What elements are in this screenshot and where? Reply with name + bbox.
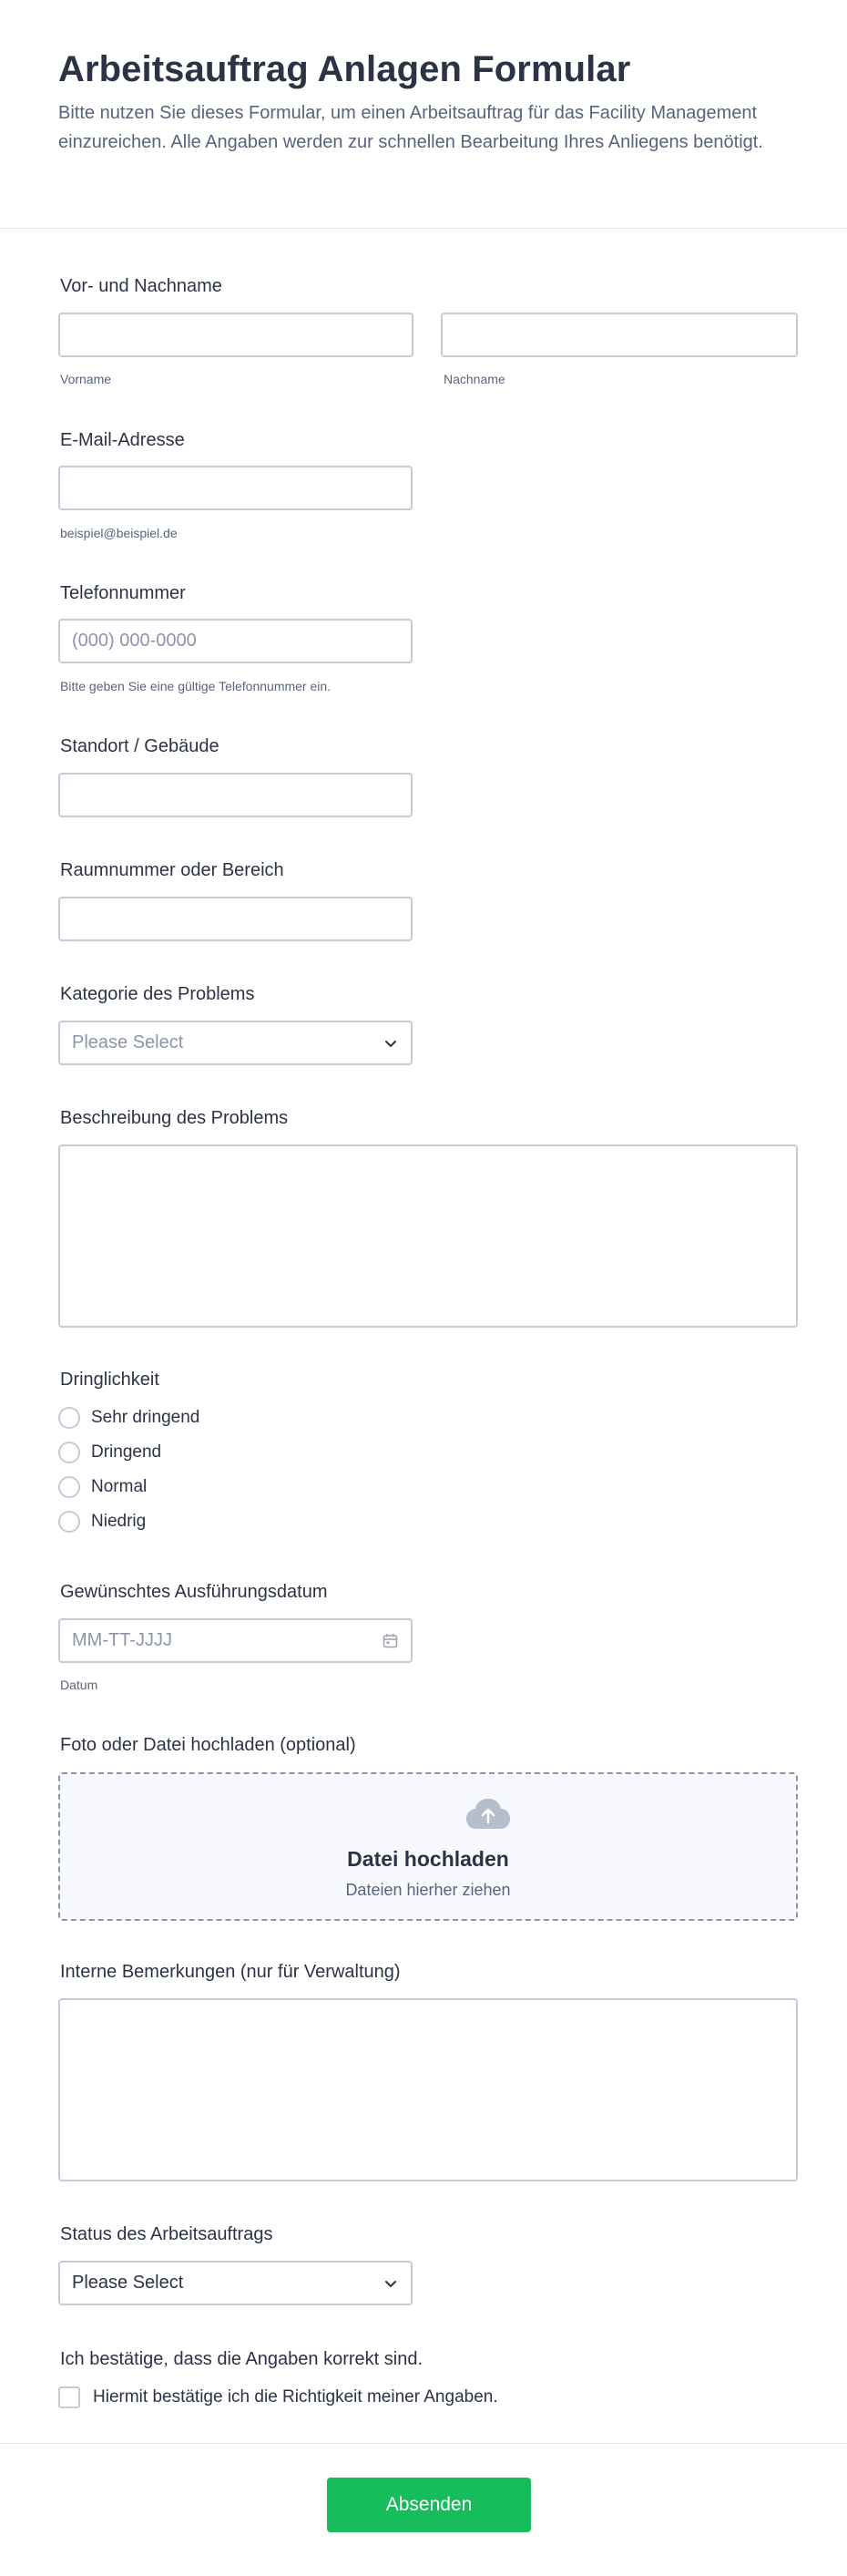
upload-label: Foto oder Datei hochladen (optional) (60, 1735, 356, 1755)
urgency-option[interactable] (58, 1440, 161, 1465)
form-description: Bitte nutzen Sie dieses Formular, um einen Arbeitsauftrag für das Facility Management einzureichen. Alle Angaben werden zur schnellen Bearbeitung Ihres Anliegens benötigt. (58, 103, 763, 152)
confirm-checkbox[interactable] (58, 2386, 80, 2408)
urgency-option[interactable] (58, 1474, 147, 1500)
status-selected-value: Please Select (72, 2273, 184, 2293)
last-name-sublabel: Nachname (444, 372, 505, 386)
name-label: Vor- und Nachname (60, 276, 222, 296)
date-label: Gewünschtes Ausführungsdatum (60, 1582, 328, 1602)
chevron-down-icon (383, 1036, 398, 1051)
date-sublabel: Datum (60, 1678, 98, 1692)
phone-placeholder: (000) 000-0000 (72, 631, 197, 651)
status-label: Status des Arbeitsauftrags (60, 2224, 273, 2244)
confirm-label: Ich bestätige, dass die Angaben korrekt sind. (60, 2349, 424, 2369)
description-label: Beschreibung des Problems (60, 1108, 289, 1128)
radio-circle[interactable] (58, 1511, 80, 1533)
file-upload-dropzone[interactable] (58, 1772, 798, 1921)
date-placeholder: MM-TT-JJJJ (72, 1630, 172, 1650)
submit-button[interactable]: Absenden (327, 2478, 531, 2532)
room-input[interactable] (58, 897, 413, 941)
first-name-sublabel: Vorname (60, 372, 112, 386)
location-label: Standort / Gebäude (60, 736, 219, 756)
email-label: E-Mail-Adresse (60, 430, 185, 450)
email-sublabel: beispiel@beispiel.de (60, 526, 178, 540)
location-input[interactable] (58, 773, 413, 817)
urgency-option[interactable] (58, 1509, 146, 1534)
category-select[interactable] (58, 1021, 413, 1065)
calendar-icon[interactable] (383, 1633, 398, 1648)
last-name-input[interactable] (441, 313, 798, 357)
room-label: Raumnummer oder Bereich (60, 860, 284, 880)
upload-subtitle: Dateien hierher ziehen (345, 1881, 511, 1899)
category-selected-value: Please Select (72, 1032, 184, 1052)
email-input[interactable] (58, 466, 413, 510)
upload-title: Datei hochladen (347, 1847, 509, 1871)
form-title: Arbeitsauftrag Anlagen Formular (58, 49, 631, 89)
urgency-label: Dringlichkeit (60, 1370, 159, 1390)
chevron-down-icon (383, 2276, 398, 2291)
radio-circle[interactable] (58, 1476, 80, 1498)
cloud-upload-icon (465, 1798, 511, 1831)
date-input[interactable] (58, 1618, 413, 1663)
phone-label: Telefonnummer (60, 583, 186, 603)
urgency-option-label: Niedrig (91, 1512, 147, 1531)
status-select[interactable] (58, 2261, 413, 2305)
urgency-option[interactable] (58, 1405, 199, 1431)
radio-circle[interactable] (58, 1442, 80, 1463)
phone-input[interactable] (58, 619, 413, 663)
urgency-option-label: Sehr dringend (91, 1408, 200, 1427)
description-textarea[interactable] (58, 1144, 798, 1328)
form-header (0, 0, 847, 229)
radio-circle[interactable] (58, 1407, 80, 1429)
form-footer (0, 2443, 847, 2576)
confirm-checkbox-label: Hiermit bestätige ich die Richtigkeit meiner Angaben. (93, 2387, 498, 2407)
confirm-checkbox-row[interactable] (58, 2386, 498, 2408)
notes-textarea[interactable] (58, 1998, 798, 2181)
urgency-option-label: Dringend (91, 1442, 162, 1462)
category-label: Kategorie des Problems (60, 984, 255, 1004)
urgency-option-label: Normal (91, 1477, 148, 1496)
phone-sublabel: Bitte geben Sie eine gültige Telefonnummer ein. (60, 679, 332, 693)
notes-label: Interne Bemerkungen (nur für Verwaltung) (60, 1962, 401, 1982)
first-name-input[interactable] (58, 313, 413, 357)
